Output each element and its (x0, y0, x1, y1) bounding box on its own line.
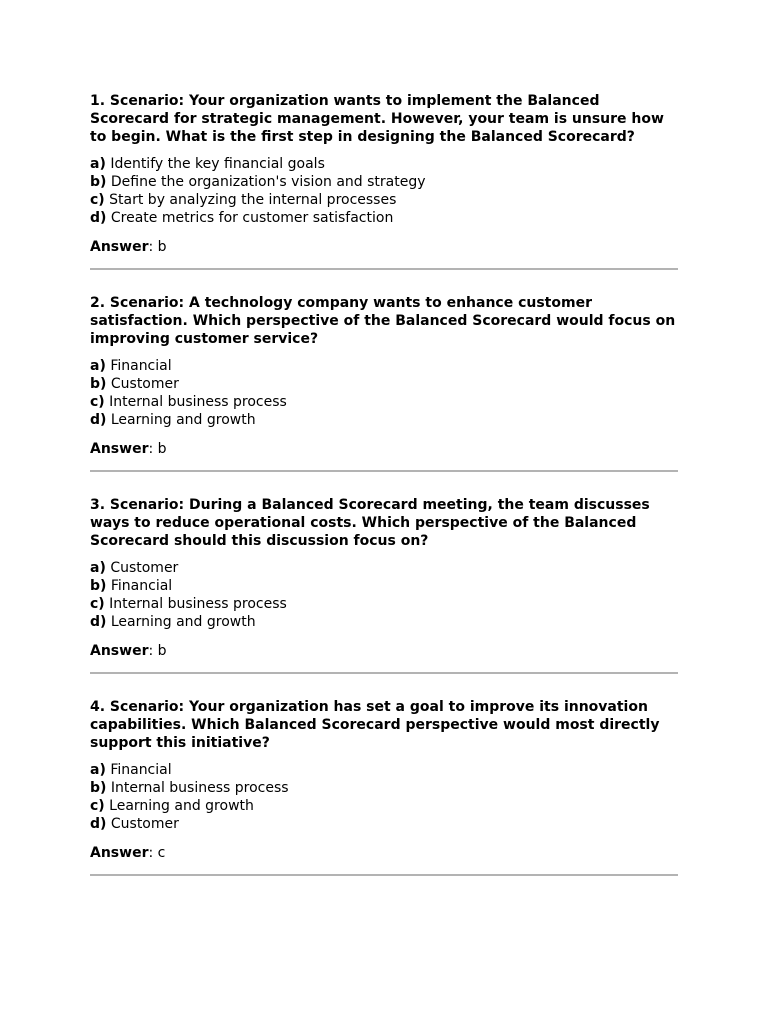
option-text: Start by analyzing the internal processes (109, 192, 397, 208)
option-c (90, 797, 678, 815)
question-text: 4. Scenario: Your organization has set a goal to improve its innovation capabilities. Which Balanced Scorecard perspective would most directly support this initiative? (90, 699, 660, 751)
option-letter: d) (90, 210, 107, 226)
option-text: Identify the key financial goals (110, 156, 325, 172)
option-b (90, 779, 678, 797)
divider (90, 470, 678, 472)
answer-line (90, 440, 678, 458)
option-text: Internal business process (110, 780, 289, 796)
answer-value: : b (148, 239, 167, 255)
answer-line (90, 844, 678, 862)
option-c (90, 393, 678, 411)
options-list (90, 559, 678, 631)
answer-label: Answer (90, 643, 149, 659)
option-d (90, 411, 678, 429)
question-block-3 (90, 496, 678, 674)
option-text: Financial (110, 358, 172, 374)
answer-label: Answer (90, 845, 149, 861)
answer-line (90, 238, 678, 256)
option-letter: b) (90, 174, 107, 190)
option-a (90, 155, 678, 173)
option-letter: d) (90, 816, 107, 832)
option-text: Customer (110, 376, 179, 392)
answer-label: Answer (90, 441, 149, 457)
divider (90, 874, 678, 876)
options-list (90, 761, 678, 833)
option-letter: a) (90, 762, 106, 778)
option-letter: b) (90, 578, 107, 594)
question-text: 1. Scenario: Your organization wants to implement the Balanced Scorecard for strategic management. However, your team is unsure how to begin. What is the first step in designing the Balanced Scorecard? (90, 93, 664, 145)
option-letter: d) (90, 412, 107, 428)
option-letter: c) (90, 596, 105, 612)
option-letter: b) (90, 376, 107, 392)
options-list (90, 357, 678, 429)
option-d (90, 209, 678, 227)
answer-value: : b (148, 643, 167, 659)
option-letter: b) (90, 780, 107, 796)
option-text: Learning and growth (110, 412, 256, 428)
option-letter: a) (90, 358, 106, 374)
option-text: Customer (110, 816, 179, 832)
option-text: Internal business process (109, 394, 287, 410)
question-text: 2. Scenario: A technology company wants to enhance customer satisfaction. Which perspective of the Balanced Scorecard would focus on improving customer service? (90, 295, 676, 347)
answer-line (90, 642, 678, 660)
option-b (90, 173, 678, 191)
option-a (90, 761, 678, 779)
option-text: Define the organization's vision and strategy (110, 174, 426, 190)
option-letter: c) (90, 798, 105, 814)
option-a (90, 559, 678, 577)
option-text: Internal business process (109, 596, 287, 612)
option-letter: c) (90, 394, 105, 410)
option-d (90, 613, 678, 631)
option-text: Financial (110, 578, 173, 594)
option-b (90, 375, 678, 393)
question-text: 3. Scenario: During a Balanced Scorecard meeting, the team discusses ways to reduce operational costs. Which perspective of the Balanced Scorecard should this discussion focus on? (90, 497, 650, 549)
option-text: Learning and growth (109, 798, 254, 814)
option-letter: c) (90, 192, 105, 208)
option-c (90, 595, 678, 613)
option-b (90, 577, 678, 595)
question-block-1 (90, 92, 678, 270)
option-letter: d) (90, 614, 107, 630)
option-text: Create metrics for customer satisfaction (110, 210, 394, 226)
answer-label: Answer (90, 239, 149, 255)
option-c (90, 191, 678, 209)
option-text: Learning and growth (110, 614, 256, 630)
option-text: Customer (110, 560, 179, 576)
option-d (90, 815, 678, 833)
option-letter: a) (90, 560, 106, 576)
question-block-2 (90, 294, 678, 472)
question-block-4 (90, 698, 678, 876)
option-a (90, 357, 678, 375)
answer-value: : b (148, 441, 167, 457)
option-text: Financial (110, 762, 172, 778)
divider (90, 672, 678, 674)
divider (90, 268, 678, 270)
options-list (90, 155, 678, 227)
answer-value: : c (148, 845, 166, 861)
option-letter: a) (90, 156, 106, 172)
